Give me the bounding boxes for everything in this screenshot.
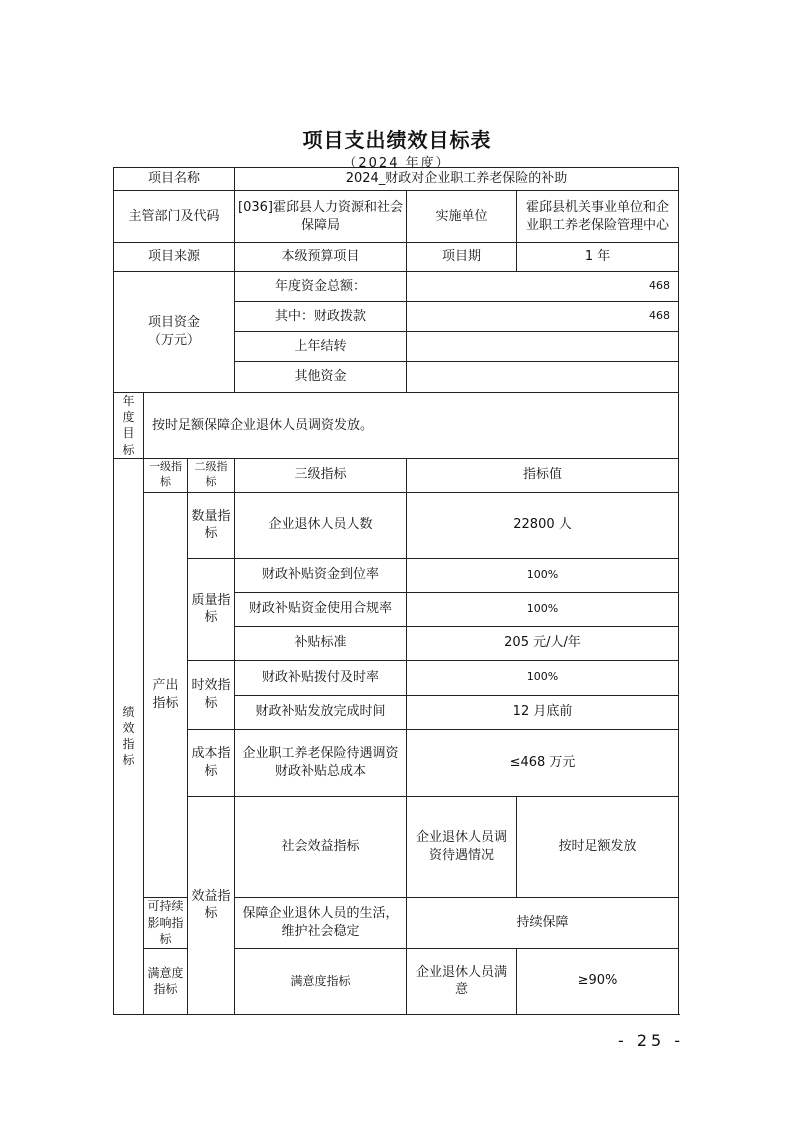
quantity-indicator-label: 数量指标: [188, 492, 235, 558]
satisfaction-indicator-label: 满意度指标: [144, 948, 188, 1014]
indicator-name: 企业退休人员调资待遇情况: [407, 796, 517, 897]
indicator-name: 企业退休人员人数: [235, 492, 407, 558]
annual-goal-label: 年度目标: [114, 393, 144, 459]
header-level3: 三级指标: [235, 458, 407, 492]
annual-goal-text: 按时足额保障企业退休人员调资发放。: [144, 393, 679, 459]
indicators-section-label: 绩效指标: [114, 458, 144, 1014]
indicator-value: 12 月底前: [407, 695, 679, 729]
indicator-name: 补贴标准: [235, 626, 407, 660]
cost-indicator-label: 成本指标: [188, 729, 235, 796]
header-level2: 二级指标: [188, 458, 235, 492]
period-value: 1 年: [517, 243, 679, 272]
page-number: - 25 -: [618, 1031, 685, 1050]
indicator-value: 按时足额发放: [517, 796, 679, 897]
output-indicator-label: 产出指标: [144, 492, 188, 897]
indicator-name: 财政补贴资金使用合规率: [235, 592, 407, 626]
period-label: 项目期: [407, 243, 517, 272]
indicator-value: 100%: [407, 558, 679, 592]
funds-row-value: 468: [407, 302, 679, 332]
impl-label: 实施单位: [407, 191, 517, 243]
indicator-value: 100%: [407, 592, 679, 626]
timeliness-indicator-label: 时效指标: [188, 660, 235, 729]
benefit-indicator-label: 效益指标: [188, 796, 235, 1014]
funds-unit: （万元）: [147, 333, 200, 348]
indicator-value: 22800 人: [407, 492, 679, 558]
indicator-name: 财政补贴资金到位率: [235, 558, 407, 592]
indicator-value: 持续保障: [407, 897, 679, 948]
impl-value: 霍邱县机关事业单位和企业职工养老保险管理中心: [517, 191, 679, 243]
sustainable-indicator-label: 可持续影响指标: [144, 897, 188, 948]
indicator-value: 205 元/人/年: [407, 626, 679, 660]
funds-row-label: 年度资金总额：: [235, 272, 407, 302]
indicator-value: ≤468 万元: [407, 729, 679, 796]
indicator-value: 100%: [407, 660, 679, 695]
dept-label: 主管部门及代码: [114, 191, 235, 243]
year-subtitle: （2024 年度）: [343, 156, 451, 171]
project-name-value: 2024_财政对企业职工养老保险的补助: [235, 168, 679, 191]
quality-indicator-label: 质量指标: [188, 558, 235, 660]
dept-value: [036]霍邱县人力资源和社会保障局: [235, 191, 407, 243]
funds-row-value: [407, 362, 679, 393]
source-value: 本级预算项目: [235, 243, 407, 272]
social-benefit-label: 社会效益指标: [235, 796, 407, 897]
funds-row-value: [407, 332, 679, 362]
satisfaction-sub-label: 满意度指标: [235, 948, 407, 1014]
header-level1: 一级指标: [144, 458, 188, 492]
header-value: 指标值: [407, 458, 679, 492]
funds-label: 项目资金: [147, 315, 200, 331]
funds-row-label: 其中：财政拨款: [235, 302, 407, 332]
performance-goal-table: [113, 167, 679, 1015]
indicator-value: ≥90%: [517, 948, 679, 1014]
funds-row-label: 上年结转: [235, 332, 407, 362]
indicator-name: 财政补贴拨付及时率: [235, 660, 407, 695]
indicator-name: 保障企业退休人员的生活，维护社会稳定: [235, 897, 407, 948]
funds-row-value: 468: [407, 272, 679, 302]
source-label: 项目来源: [114, 243, 235, 272]
indicator-name: 财政补贴发放完成时间: [235, 695, 407, 729]
indicator-name: 企业退休人员满意: [407, 948, 517, 1014]
indicator-name: 企业职工养老保险待遇调资财政补贴总成本: [235, 729, 407, 796]
funds-row-label: 其他资金: [235, 362, 407, 393]
funds-label-cell: [114, 272, 235, 393]
page-title: 项目支出绩效目标表: [302, 128, 492, 152]
project-name-label: 项目名称: [114, 168, 235, 191]
